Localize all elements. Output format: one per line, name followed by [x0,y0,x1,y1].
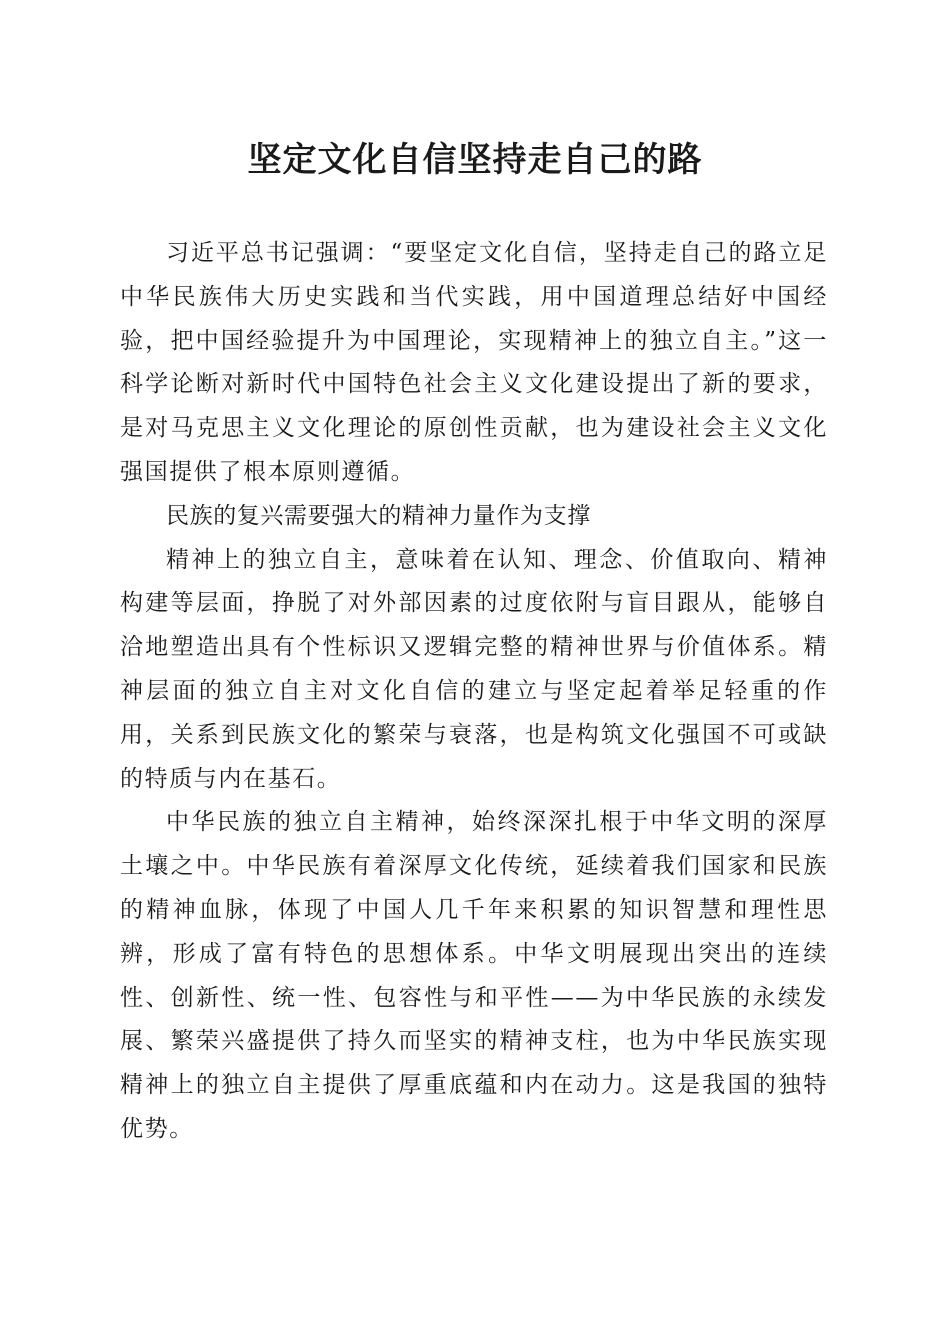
paragraph-independence: 精神上的独立自主，意味着在认知、理念、价值取向、精神构建等层面，挣脱了对外部因素的过度依附与盲目跟从，能够自洽地塑造出具有个性标识又逻辑完整的精神世界与价值体系。精神层面的独立自主对文化自信的建立与坚定起着举足轻重的作用，关系到民族文化的繁荣与衰落，也是构筑文化强国不可或缺的特质与内在基石。 [120,546,828,792]
section-heading: 民族的复兴需要强大的精神力量作为支撑 [166,502,591,529]
paragraph-civilization: 中华民族的独立自主精神，始终深深扎根于中华文明的深厚土壤之中。中华民族有着深厚文化传统，延续着我们国家和民族的精神血脉，体现了中国人几千年来积累的知识智慧和理性思辨，形成了富有特色的思想体系。中华文明展现出突出的连续性、创新性、统一性、包容性与和平性——为中华民族的永续发展、繁荣兴盛提供了持久而坚实的精神支柱，也为中华民族实现精神上的独立自主提供了厚重底蕴和内在动力。这是我国的独特优势。 [120,809,828,1142]
document-title: 坚定文化自信坚持走自己的路 [247,140,703,180]
document-body [120,232,828,1152]
paragraph-intro: 习近平总书记强调：“要坚定文化自信，坚持走自己的路立足中华民族伟大历史实践和当代实践，用中国道理总结好中国经验，把中国经验提升为中国理论，实现精神上的独立自主。”这一科学论断对新时代中国特色社会主义文化建设提出了新的要求，是对马克思主义文化理论的原创性贡献，也为建设社会主义文化强国提供了根本原则遵循。 [120,240,828,485]
